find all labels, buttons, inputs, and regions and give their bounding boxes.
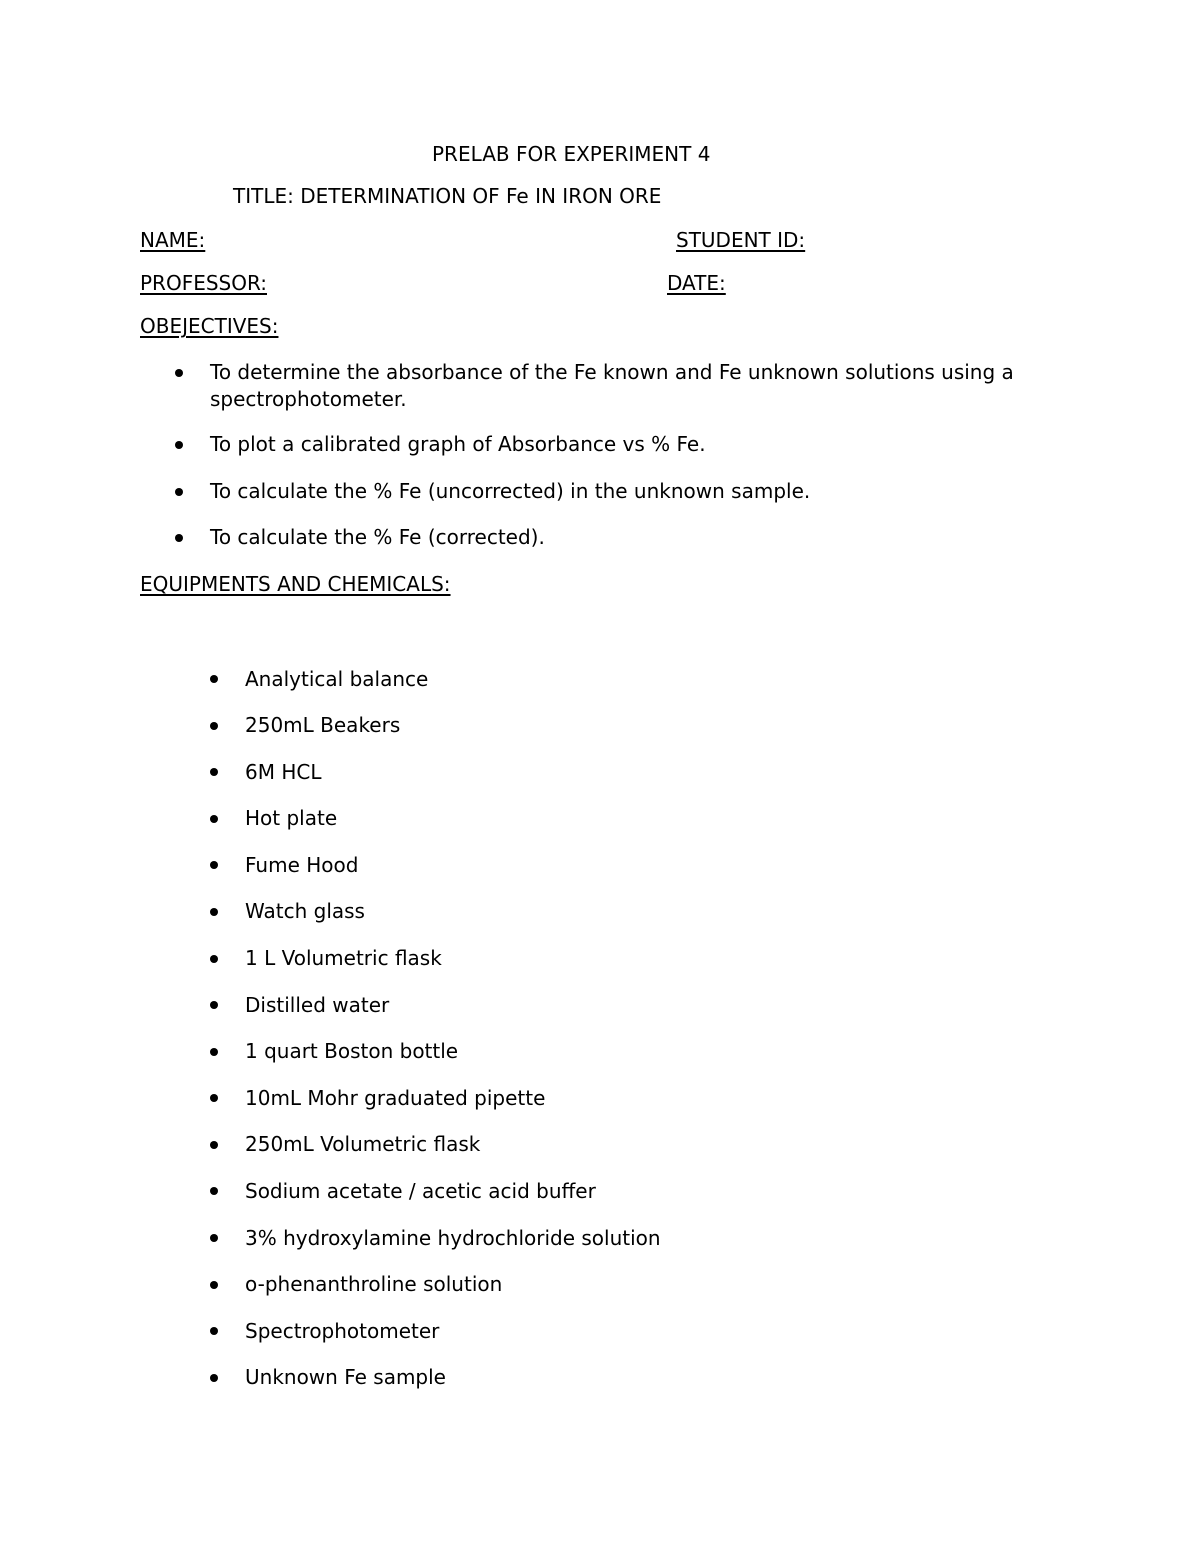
equipment-text: 1 quart Boston bottle [245,1039,459,1063]
experiment-title: TITLE: DETERMINATION OF Fe IN IRON ORE [233,184,662,208]
objective-text: To calculate the % Fe (corrected). [210,525,545,549]
student-id-label: STUDENT ID: [676,228,806,252]
bullet-icon [210,955,218,963]
bullet-icon [175,441,183,449]
bullet-icon [210,908,218,916]
bullet-icon [175,369,183,377]
bullet-icon [210,815,218,823]
name-label: NAME: [140,228,206,252]
equipment-text: 10mL Mohr graduated pipette [245,1086,546,1110]
bullet-icon [210,768,218,776]
professor-label: PROFESSOR: [140,271,267,295]
bullet-icon [210,722,218,730]
bullet-icon [210,1141,218,1149]
equipment-text: Distilled water [245,993,390,1017]
bullet-icon [210,675,218,683]
page-title: PRELAB FOR EXPERIMENT 4 [432,142,711,166]
equipment-text: 1 L Volumetric flask [245,946,442,970]
bullet-icon [175,488,183,496]
equipment-text: 6M HCL [245,760,322,784]
bullet-icon [210,1234,218,1242]
bullet-icon [210,1327,218,1335]
bullet-icon [175,534,183,542]
date-label: DATE: [667,271,726,295]
bullet-icon [210,861,218,869]
equipment-text: Hot plate [245,806,338,830]
equipment-text: Spectrophotometer [245,1319,440,1343]
equipment-text: 3% hydroxylamine hydrochloride solution [245,1226,661,1250]
equipment-heading: EQUIPMENTS AND CHEMICALS: [140,572,451,596]
equipment-text: o-phenanthroline solution [245,1272,503,1296]
equipment-text: Watch glass [245,899,365,923]
equipment-text: 250mL Beakers [245,713,401,737]
objective-text: To plot a calibrated graph of Absorbance vs % Fe. [210,432,706,456]
objectives-heading: OBEJECTIVES: [140,314,279,338]
bullet-icon [210,1094,218,1102]
objective-text: To determine the absorbance of the Fe known and Fe unknown solutions using a spectrophotometer. [210,360,1014,411]
bullet-icon [210,1374,218,1382]
bullet-icon [210,1048,218,1056]
equipment-text: 250mL Volumetric flask [245,1132,481,1156]
equipment-text: Fume Hood [245,853,359,877]
bullet-icon [210,1187,218,1195]
equipment-text: Sodium acetate / acetic acid buffer [245,1179,596,1203]
objective-text: To calculate the % Fe (uncorrected) in the unknown sample. [210,479,811,503]
bullet-icon [210,1281,218,1289]
equipment-text: Unknown Fe sample [245,1365,446,1389]
bullet-icon [210,1001,218,1009]
equipment-text: Analytical balance [245,667,429,691]
